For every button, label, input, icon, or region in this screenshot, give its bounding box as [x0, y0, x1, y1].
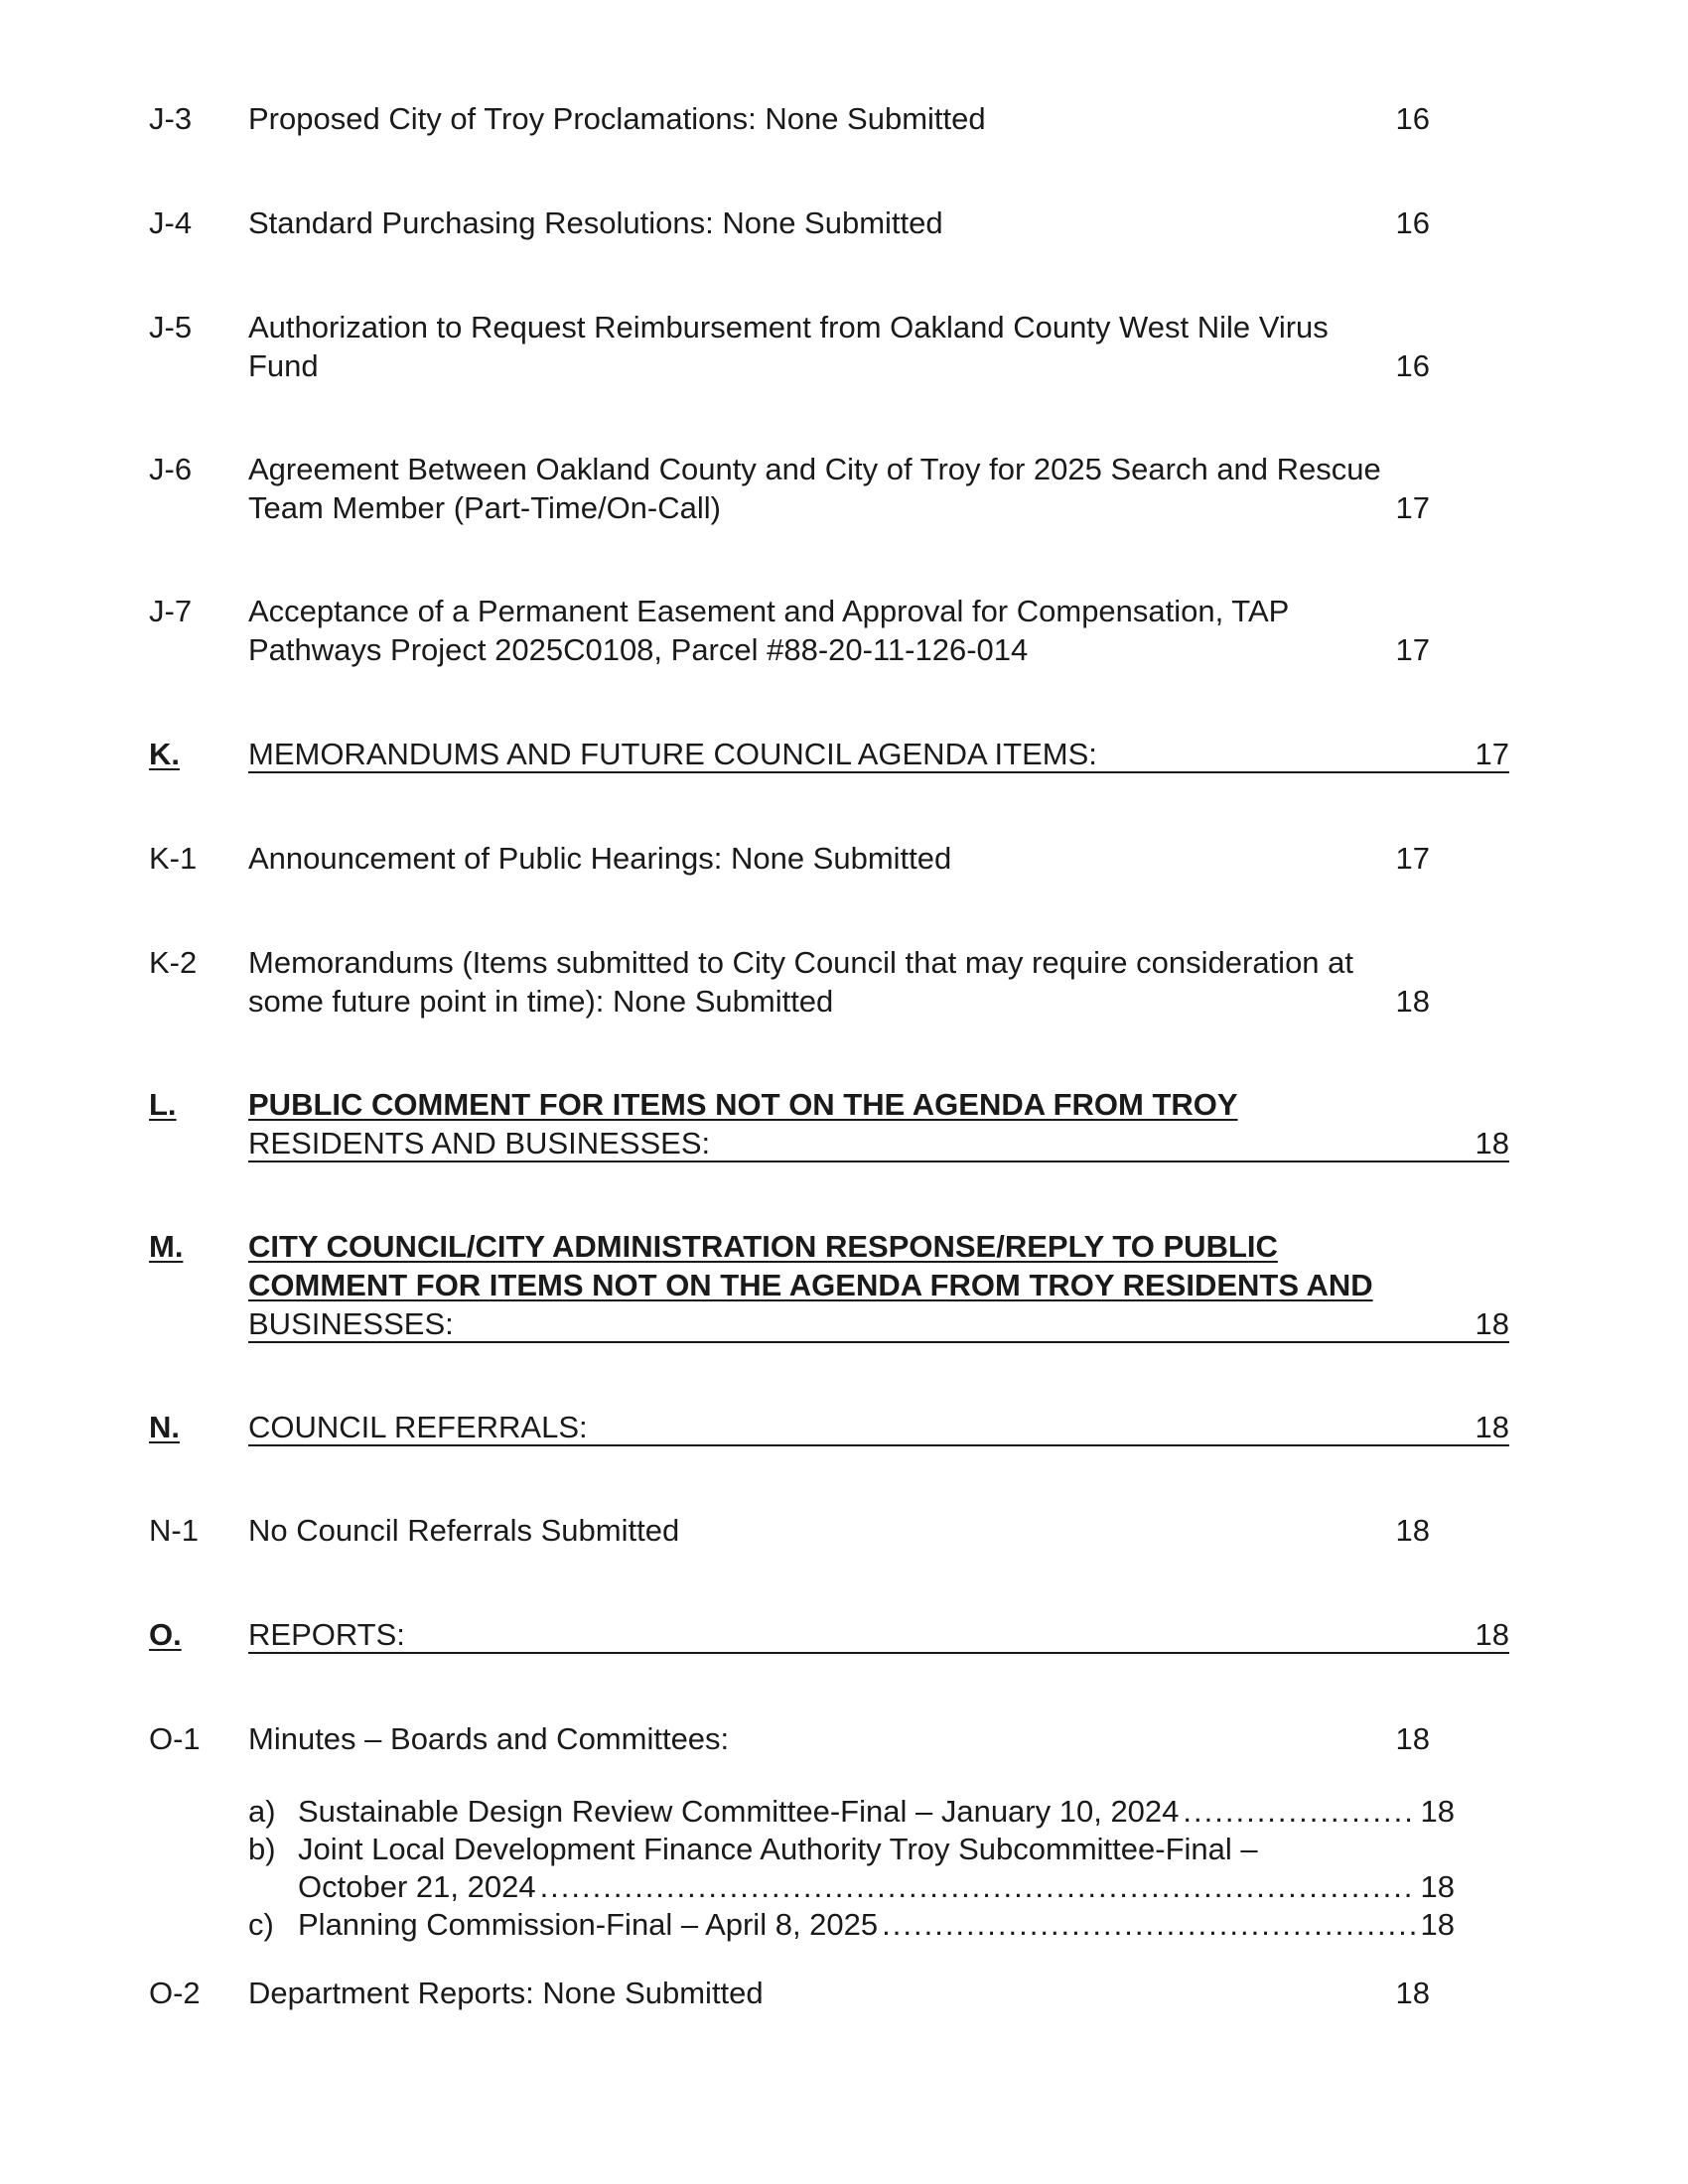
list-marker: c) — [248, 1907, 274, 1942]
item-code: J-6 — [149, 452, 193, 486]
minutes-title: October 21, 2024 — [298, 1869, 536, 1904]
list-marker: b) — [248, 1832, 276, 1866]
page-number: 18 — [1475, 1410, 1509, 1444]
item-title: Acceptance of a Permanent Easement and Approval for Compensation, TAP Pathways Project 2025C0108, Parcel #88-20-11-126-014 — [248, 594, 1290, 667]
item-code: J-3 — [149, 101, 193, 136]
item-code: K-1 — [149, 841, 198, 876]
minutes-item-c — [248, 1905, 1455, 1943]
page-number: 18 — [1395, 984, 1430, 1019]
page-number: 18 — [1420, 1907, 1455, 1942]
page-number: 18 — [1475, 1617, 1509, 1652]
minutes-item-b — [248, 1830, 1455, 1867]
item-title: Minutes – Boards and Committees: — [248, 1721, 730, 1756]
section-code: K. — [149, 737, 180, 771]
minutes-title: Joint Local Development Finance Authority Troy Subcommittee-Final – — [298, 1832, 1258, 1866]
minutes-item-b-cont — [248, 1867, 1455, 1905]
page-number: 18 — [1475, 1126, 1509, 1160]
minutes-title: Sustainable Design Review Committee-Final – January 10, 2024 — [298, 1794, 1180, 1829]
page-number: 18 — [1420, 1794, 1455, 1829]
page-number: 18 — [1475, 1306, 1509, 1341]
item-title: Memorandums (Items submitted to City Council that may require consideration at some future point in time): None Submitted — [248, 945, 1354, 1019]
page-number: 16 — [1395, 348, 1430, 383]
item-title: Authorization to Request Reimbursement from Oakland County West Nile Virus Fund — [248, 310, 1329, 383]
item-code: O-2 — [149, 1976, 201, 2010]
page-number: 18 — [1395, 1513, 1430, 1548]
minutes-title: Planning Commission-Final – April 8, 2025 — [298, 1907, 879, 1942]
section-title: CITY COUNCIL/CITY ADMINISTRATION RESPONSE/REPLY TO PUBLIC COMMENT FOR ITEMS NOT ON THE AGENDA FROM TROY RESIDENTS AND BUSINESSES: 18 — [248, 1229, 1509, 1341]
page-number: 18 — [1420, 1869, 1455, 1904]
dot-leader — [540, 1867, 1417, 1906]
page-number: 17 — [1395, 632, 1430, 667]
section-title: PUBLIC COMMENT FOR ITEMS NOT ON THE AGENDA FROM TROY RESIDENTS AND BUSINESSES: 18 — [248, 1087, 1509, 1160]
page-number: 17 — [1475, 737, 1509, 771]
page-number: 18 — [1395, 1721, 1430, 1756]
page-number: 16 — [1395, 205, 1430, 240]
section-code: O. — [149, 1617, 182, 1652]
dot-leader — [1183, 1792, 1416, 1831]
item-title: Department Reports: None Submitted — [248, 1976, 764, 2010]
item-title: Proposed City of Troy Proclamations: None Submitted — [248, 101, 986, 136]
item-title: Announcement of Public Hearings: None Submitted — [248, 841, 952, 876]
item-code: J-4 — [149, 205, 193, 240]
item-code: N-1 — [149, 1513, 199, 1548]
section-code: L. — [149, 1087, 177, 1122]
item-code: K-2 — [149, 945, 198, 980]
section-title: COUNCIL REFERRALS: 18 — [248, 1410, 1509, 1444]
section-title: MEMORANDUMS AND FUTURE COUNCIL AGENDA ITEMS: 17 — [248, 737, 1509, 771]
minutes-list — [248, 1792, 1455, 1943]
list-marker: a) — [248, 1794, 276, 1829]
page-number: 16 — [1395, 101, 1430, 136]
item-title: No Council Referrals Submitted — [248, 1513, 680, 1548]
item-code: J-7 — [149, 594, 193, 628]
page-number: 18 — [1395, 1976, 1430, 2010]
section-code: M. — [149, 1229, 184, 1264]
page-number: 17 — [1395, 490, 1430, 525]
item-code: J-5 — [149, 310, 193, 344]
minutes-item-a — [248, 1792, 1455, 1830]
item-title: Standard Purchasing Resolutions: None Submitted — [248, 205, 943, 240]
page-number: 17 — [1395, 841, 1430, 876]
section-code: N. — [149, 1410, 180, 1444]
item-code: O-1 — [149, 1721, 201, 1756]
item-title: Agreement Between Oakland County and City of Troy for 2025 Search and Rescue Team Member (Part-Time/On-Call) — [248, 452, 1381, 525]
dot-leader — [882, 1905, 1416, 1944]
section-title: REPORTS: 18 — [248, 1617, 1509, 1652]
